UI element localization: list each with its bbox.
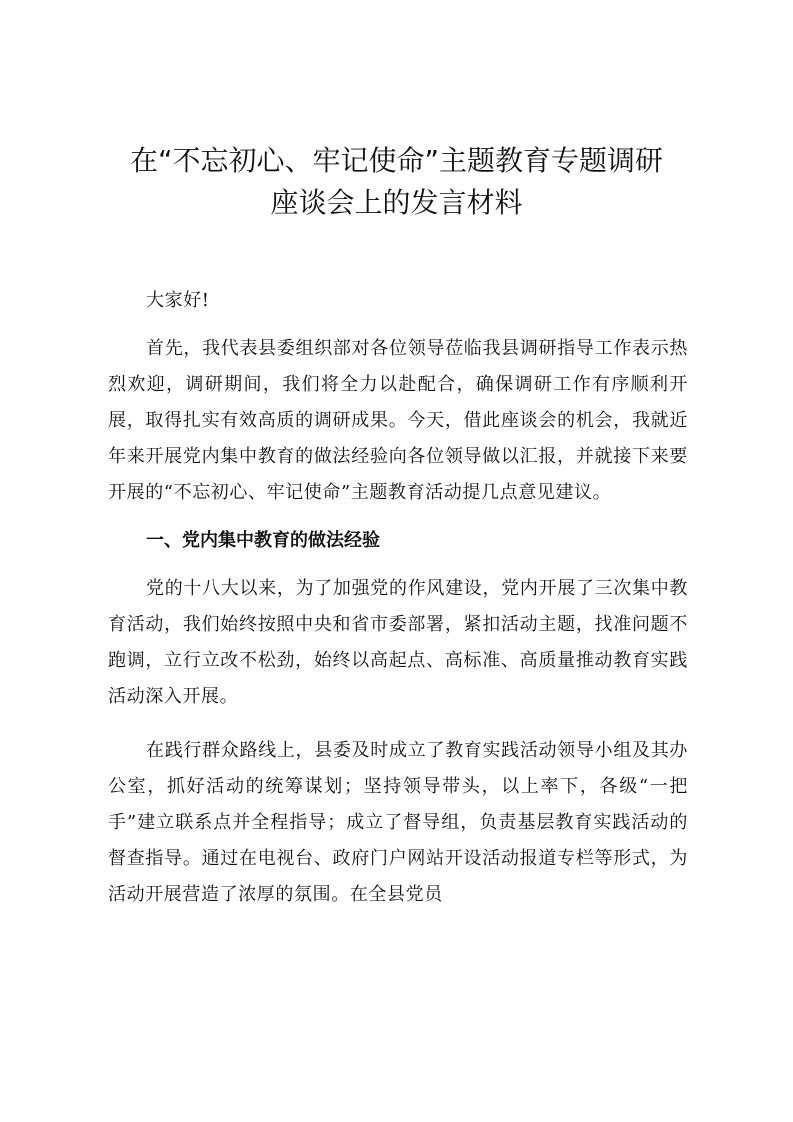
document-body xyxy=(108,283,688,913)
greeting: 大家好! xyxy=(146,290,210,311)
paragraph-intro: 首先，我代表县委组织部对各位领导莅临我县调研指导工作表示热烈欢迎，调研期间，我们将全力以赴配合，确保调研工作有序顺利开展，取得扎实有效高质的调研成果。今天，借此座谈会的机会，我就近年来开展党内集中教育的做法经验向各位领导做以汇报，并就接下来要开展的“不忘初心、牢记使命”主题教育活动提几点意见建议。 xyxy=(108,338,688,503)
paragraph-mass-line: 在践行群众路线上，县委及时成立了教育实践活动领导小组及其办公室，抓好活动的统筹谋划；坚持领导带头，以上率下，各级“一把手”建立联系点并全程指导；成立了督导组，负责基层教育实践活动的督查指导。通过在电视台、政府门户网站开设活动报道专栏等形式，为活动开展营造了浓厚的氛围。在全县党员 xyxy=(108,740,688,905)
document-title xyxy=(60,140,733,224)
section-heading: 一、党内集中教育的做法经验 xyxy=(146,530,380,551)
title-line-2: 座谈会上的发言材料 xyxy=(270,186,523,219)
paragraph-overview: 党的十八大以来，为了加强党的作风建设，党内开展了三次集中教育活动，我们始终按照中央和省市委部署，紧扣活动主题，找准问题不跑调，立行立改不松劲，始终以高起点、高标准、高质量推动教育实践活动深入开展。 xyxy=(108,578,688,707)
title-line-1: 在“不忘初心、牢记使命”主题教育专题调研 xyxy=(129,144,663,177)
